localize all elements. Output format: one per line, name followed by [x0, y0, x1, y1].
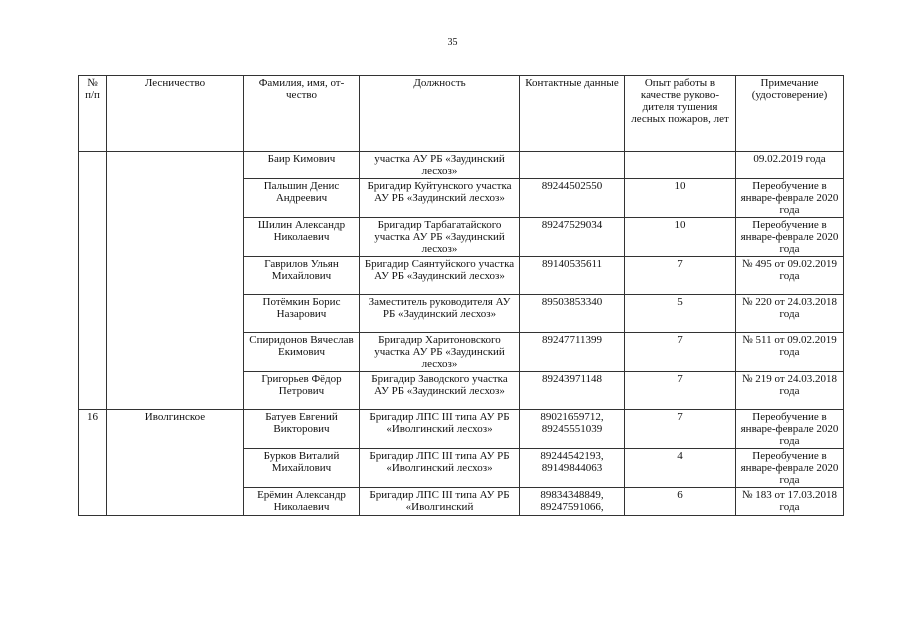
row-experience: 10 — [625, 218, 736, 257]
row-note: № 511 от 09.02.2019 года — [736, 333, 844, 372]
row-contacts: 89021659712, 89245551039 — [520, 410, 625, 449]
row-forestry — [107, 218, 244, 257]
header-contacts: Контактные данные — [520, 76, 625, 152]
row-num — [79, 333, 107, 372]
row-num — [79, 295, 107, 333]
row-position: Бригадир Тарбагатайского участка АУ РБ «Заудинский лесхоз» — [360, 218, 520, 257]
row-contacts: 89244502550 — [520, 179, 625, 218]
table-row — [79, 295, 844, 333]
row-experience: 7 — [625, 372, 736, 410]
row-note: Переобучение в январе-феврале 2020 года — [736, 410, 844, 449]
row-experience: 6 — [625, 488, 736, 516]
row-contacts: 89140535611 — [520, 257, 625, 295]
header-num: № п/п — [79, 76, 107, 152]
row-contacts: 89244542193, 89149844063 — [520, 449, 625, 488]
header-note: Примечание (удостоверение) — [736, 76, 844, 152]
row-num — [79, 449, 107, 488]
row-forestry — [107, 333, 244, 372]
row-num — [79, 179, 107, 218]
row-num — [79, 257, 107, 295]
row-forestry — [107, 179, 244, 218]
row-name: Шилин Александр Николаевич — [244, 218, 360, 257]
row-experience: 7 — [625, 257, 736, 295]
row-position: Бригадир Куйтунского участка АУ РБ «Заудинский лесхоз» — [360, 179, 520, 218]
row-num — [79, 218, 107, 257]
row-position: участка АУ РБ «Заудинский лесхоз» — [360, 152, 520, 179]
row-note: Переобучение в январе-феврале 2020 года — [736, 449, 844, 488]
row-forestry — [107, 257, 244, 295]
table-row — [79, 333, 844, 372]
page-number: 35 — [447, 37, 458, 48]
row-forestry — [107, 372, 244, 410]
row-position: Бригадир ЛПС III типа АУ РБ «Иволгинский — [360, 488, 520, 516]
table-row — [79, 410, 844, 449]
row-note: № 219 от 24.03.2018 года — [736, 372, 844, 410]
row-experience: 5 — [625, 295, 736, 333]
row-contacts — [520, 152, 625, 179]
table-row — [79, 372, 844, 410]
header-forestry: Лесничество — [107, 76, 244, 152]
table-header-row — [79, 76, 844, 152]
forest-fire-leaders-table — [78, 75, 844, 516]
row-name: Григорьев Фёдор Петрович — [244, 372, 360, 410]
row-name: Потёмкин Борис Назарович — [244, 295, 360, 333]
row-num — [79, 488, 107, 516]
row-name: Гаврилов Ульян Михайлович — [244, 257, 360, 295]
row-name: Ерёмин Александр Николаевич — [244, 488, 360, 516]
row-position: Бригадир Харитоновского участка АУ РБ «Заудинский лесхоз» — [360, 333, 520, 372]
row-forestry: Иволгинское — [107, 410, 244, 449]
row-note: Переобучение в январе-феврале 2020 года — [736, 179, 844, 218]
row-forestry — [107, 295, 244, 333]
table-row — [79, 449, 844, 488]
row-position: Бригадир ЛПС III типа АУ РБ «Иволгинский лесхоз» — [360, 449, 520, 488]
header-position: Должность — [360, 76, 520, 152]
row-note: № 495 от 09.02.2019 года — [736, 257, 844, 295]
row-name: Пальшин Денис Андреевич — [244, 179, 360, 218]
row-note: 09.02.2019 года — [736, 152, 844, 179]
row-num — [79, 152, 107, 179]
row-name: Спиридонов Вячеслав Екимович — [244, 333, 360, 372]
row-contacts: 89834348849, 89247591066, — [520, 488, 625, 516]
row-name: Баир Кимович — [244, 152, 360, 179]
row-name: Бурков Виталий Михайлович — [244, 449, 360, 488]
row-position: Бригадир ЛПС III типа АУ РБ «Иволгинский лесхоз» — [360, 410, 520, 449]
row-contacts: 89503853340 — [520, 295, 625, 333]
row-experience: 7 — [625, 333, 736, 372]
row-forestry — [107, 488, 244, 516]
row-note: № 183 от 17.03.2018 года — [736, 488, 844, 516]
row-position: Заместитель руководителя АУ РБ «Заудинский лесхоз» — [360, 295, 520, 333]
row-experience: 10 — [625, 179, 736, 218]
row-name: Батуев Евгений Викторович — [244, 410, 360, 449]
row-note: Переобучение в январе-феврале 2020 года — [736, 218, 844, 257]
row-contacts: 89247711399 — [520, 333, 625, 372]
table-row — [79, 152, 844, 179]
row-experience: 7 — [625, 410, 736, 449]
table-row — [79, 257, 844, 295]
row-position: Бригадир Заводского участка АУ РБ «Заудинский лесхоз» — [360, 372, 520, 410]
table-row — [79, 488, 844, 516]
row-position: Бригадир Саянтуйского участка АУ РБ «Заудинский лесхоз» — [360, 257, 520, 295]
table-row — [79, 218, 844, 257]
row-forestry — [107, 449, 244, 488]
row-experience: 4 — [625, 449, 736, 488]
header-experience: Опыт работы в качестве руководителя тушения лесных пожаров, лет — [625, 76, 736, 152]
row-forestry — [107, 152, 244, 179]
row-num — [79, 372, 107, 410]
table-row — [79, 179, 844, 218]
row-contacts: 89243971148 — [520, 372, 625, 410]
row-experience — [625, 152, 736, 179]
row-note: № 220 от 24.03.2018 года — [736, 295, 844, 333]
row-num: 16 — [79, 410, 107, 449]
header-name: Фамилия, имя, отчество — [244, 76, 360, 152]
row-contacts: 89247529034 — [520, 218, 625, 257]
